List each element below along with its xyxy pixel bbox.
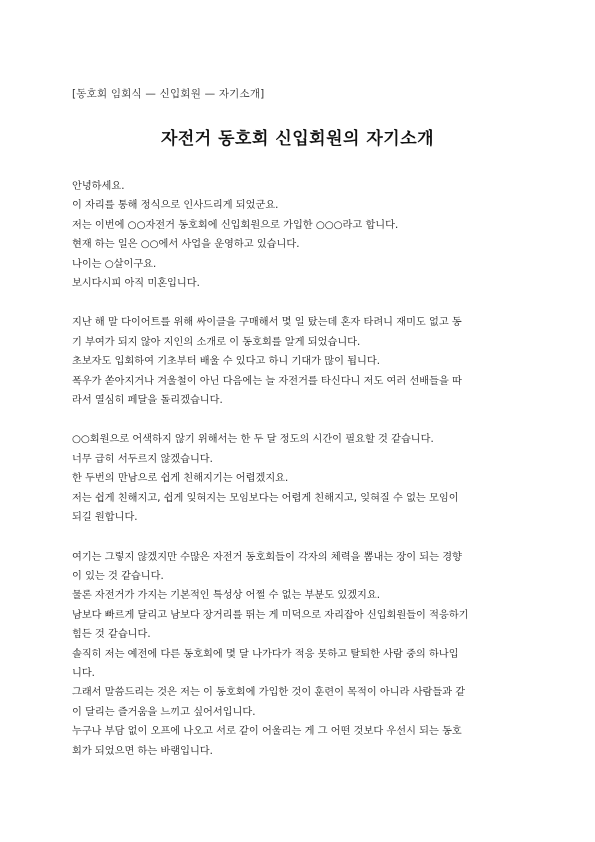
paragraph xyxy=(72,430,525,527)
document-header-tag: [동호회 임회식 — 신입회원 — 자기소개] xyxy=(72,88,265,100)
text-line: 물론 자전거가 가지는 기본적인 특성상 어쩔 수 없는 부분도 있겠지요. xyxy=(72,590,380,602)
text-line: 되길 원합니다. xyxy=(72,512,138,524)
text-line: 한 두번의 만남으로 쉽게 친해지기는 어렵겠지요. xyxy=(72,473,289,485)
text-line: 저는 이번에 ○○자전거 동호회에 신입회원으로 가입한 ○○○라고 합니다. xyxy=(72,219,399,231)
text-line: 너무 급히 서두르지 않겠습니다. xyxy=(72,453,213,465)
text-line: 여기는 그렇지 않겠지만 수많은 자전거 동호회들이 각자의 체력을 뽐내는 장이 되는 경향 xyxy=(72,551,462,563)
text-line: 힘든 것 같습니다. xyxy=(72,629,151,641)
text-line: 보시다시피 아직 미혼입니다. xyxy=(72,278,200,290)
text-line: 라서 열심히 페달을 돌리겠습니다. xyxy=(72,395,223,407)
text-line: ○○회원으로 어색하지 않기 위해서는 한 두 달 정도의 시간이 필요할 것 같습니다. xyxy=(72,434,434,446)
text-line: 솔직히 저는 예전에 다른 동호회에 몇 달 나가다가 적응 못하고 탈퇴한 사람 중의 하나입 xyxy=(72,648,459,660)
text-line: 남보다 빠르게 달리고 남보다 장거리를 뛰는 게 미덕으로 자리잡아 신입회원들이 적응하기 xyxy=(72,609,469,621)
paragraph xyxy=(72,548,525,761)
document-title: 자전거 동호회 신입회원의 자기소개 xyxy=(160,129,435,149)
text-line: 저는 쉽게 친해지고, 쉽게 잊혀지는 모임보다는 어렵게 친해지고, 잊혀질 수 없는 모임이 xyxy=(72,492,459,504)
text-line: 회가 되었으면 하는 바램입니다. xyxy=(72,745,213,757)
text-line: 현재 하는 일은 ○○에서 사업을 운영하고 있습니다. xyxy=(72,239,300,251)
text-line: 안녕하세요. xyxy=(72,181,125,192)
text-line: 이 자리를 통해 정식으로 인사드리게 되었군요. xyxy=(72,200,279,212)
text-line: 나이는 ○살이구요. xyxy=(72,258,157,270)
text-line: 이 달리는 즐거움을 느끼고 싶어서입니다. xyxy=(72,706,256,718)
text-line: 기 부여가 되지 않아 지인의 소개로 이 동호회를 알게 되었습니다. xyxy=(72,336,361,348)
text-line: 니다. xyxy=(72,667,95,679)
text-line: 누구나 부담 없이 오프에 나오고 서로 같이 어울리는 게 그 어떤 것보다 우선시 되는 동호 xyxy=(72,726,462,738)
text-line: 지난 해 말 다이어트를 위해 싸이클을 구매해서 몇 일 탔는데 혼자 타려니 재미도 없고 동 xyxy=(72,317,462,329)
text-line: 그래서 말씀드리는 것은 저는 이 동호회에 가입한 것이 훈련이 목적이 아니라 사람들과 같 xyxy=(72,687,466,699)
document-body xyxy=(72,177,525,781)
text-line: 이 있는 것 같습니다. xyxy=(72,570,164,582)
paragraph xyxy=(72,177,525,293)
text-line: 초보자도 입회하여 기초부터 배울 수 있다고 하니 기대가 많이 됩니다. xyxy=(72,356,380,368)
text-line: 폭우가 쏟아지거나 겨울철이 아닌 다음에는 늘 자전거를 타신다니 저도 여러 선배들을 따 xyxy=(72,375,462,387)
paragraph xyxy=(72,313,525,410)
